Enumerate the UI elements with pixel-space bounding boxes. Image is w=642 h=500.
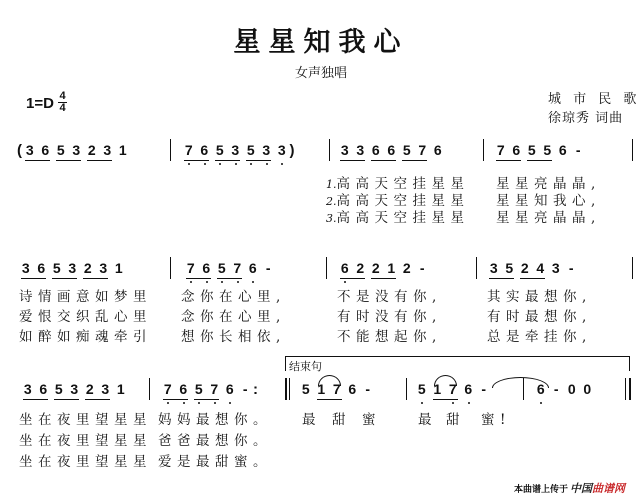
note: 7 <box>230 260 246 276</box>
measure <box>18 260 127 284</box>
site-logo <box>570 480 625 496</box>
measure <box>337 260 430 284</box>
lyric-text: 蜜! <box>481 412 511 428</box>
dash-extension: - <box>481 381 487 397</box>
key-signature: 1=D <box>26 95 54 112</box>
barline <box>523 378 524 400</box>
ending-label: 结束句 <box>289 360 322 373</box>
barline <box>632 257 633 279</box>
measure <box>20 381 129 405</box>
note: 5 <box>527 142 536 158</box>
logo-text: 曲谱网 <box>592 482 625 495</box>
genre-credit: 城 市 民 歌 <box>548 92 641 107</box>
lyric-text: 最 <box>418 412 437 428</box>
repeat-barline <box>289 378 290 400</box>
note-group <box>555 142 571 158</box>
author-credit: 徐琼秀 词曲 <box>548 111 624 126</box>
note-group <box>580 381 596 397</box>
beamed-note-group <box>22 142 53 158</box>
lyric-text: 高高天空挂星星 <box>336 176 470 192</box>
note-group <box>399 260 415 276</box>
note: 1 <box>118 142 127 158</box>
note-group <box>360 381 376 397</box>
measure <box>486 260 579 284</box>
note: 2 <box>87 142 96 158</box>
note: 3 <box>340 142 349 158</box>
note: 3 <box>259 142 275 158</box>
beamed-note-group <box>517 260 548 276</box>
note: 6 <box>461 381 477 397</box>
lyric-text: 诗情画意如梦里 <box>19 289 152 305</box>
measure <box>533 381 595 405</box>
beamed-note-group <box>18 260 49 276</box>
beamed-note-group <box>53 142 84 158</box>
verse-number: 2. <box>326 195 337 208</box>
lyric-verse-3 <box>326 206 470 226</box>
lyric-text: 蜜 <box>362 412 381 428</box>
beamed-note-group <box>368 142 399 158</box>
note: 6 <box>197 142 213 158</box>
lyric-text: 不能想起你, <box>337 329 442 345</box>
note: 3 <box>25 142 34 158</box>
measure <box>493 142 586 166</box>
measure <box>181 142 295 166</box>
note: 7 <box>418 142 427 158</box>
lyric-text: 甜 <box>446 412 465 428</box>
lyric-text: 高高天空挂星星 <box>336 193 470 209</box>
note-group <box>476 381 492 397</box>
note-group <box>113 381 129 397</box>
lyric-text: 星星亮晶晶, <box>496 176 601 192</box>
note: 7 <box>207 381 223 397</box>
final-barline <box>629 378 631 400</box>
dash-extension: - <box>242 381 248 397</box>
note: 6 <box>222 381 238 397</box>
lyric-text: 坐在夜里望星星 <box>19 433 152 449</box>
note: 7 <box>496 142 505 158</box>
note: 5 <box>56 142 65 158</box>
note: 6 <box>39 381 48 397</box>
note: 5 <box>191 381 207 397</box>
beamed-note-group <box>80 260 111 276</box>
barline <box>170 257 171 279</box>
note-group <box>111 260 127 276</box>
note: 3 <box>103 142 112 158</box>
lyric-text: 如醉如痴魂牵引 <box>19 329 152 345</box>
note: 6 <box>176 381 192 397</box>
beamed-note-group <box>181 142 212 158</box>
note-group <box>415 260 431 276</box>
note: 3 <box>101 381 110 397</box>
lyric-text: 总是牵挂你, <box>487 329 592 345</box>
beamed-note-group <box>337 142 368 158</box>
note: 6 <box>512 142 521 158</box>
measure <box>298 381 376 405</box>
time-bottom: 4 <box>59 102 66 114</box>
note: 6 <box>387 142 396 158</box>
note: 2 <box>402 260 411 276</box>
note: 2 <box>83 260 92 276</box>
barline <box>476 257 477 279</box>
barline <box>170 139 171 161</box>
lyric-text: 高高天空挂星星 <box>336 210 470 226</box>
lyric-text: 妈妈最想你。 <box>158 412 272 428</box>
lyric-text: 爱恨交织乱心里 <box>19 309 152 325</box>
beamed-note-group <box>160 381 191 397</box>
time-signature <box>58 91 67 114</box>
repeat-barline <box>285 378 287 400</box>
beamed-note-group <box>49 260 80 276</box>
note-group <box>549 381 565 397</box>
close-paren: ) <box>289 142 295 159</box>
beamed-note-group <box>214 260 245 276</box>
note: 1 <box>433 381 442 397</box>
beamed-note-group <box>82 381 113 397</box>
note: 2 <box>85 381 94 397</box>
note: 3 <box>21 260 30 276</box>
beamed-note-group <box>243 142 274 158</box>
open-paren: ( <box>17 142 22 159</box>
note-group <box>222 381 238 397</box>
beamed-note-group <box>20 381 51 397</box>
measure <box>160 381 258 405</box>
dash-extension: - <box>553 381 559 397</box>
note: 6 <box>348 381 357 397</box>
measure <box>17 142 131 166</box>
note-group <box>430 142 446 158</box>
note: 3 <box>228 142 244 158</box>
rest: 0 <box>583 381 592 397</box>
note: 4 <box>536 260 545 276</box>
note: 7 <box>332 381 341 397</box>
note: 5 <box>54 381 63 397</box>
lyric-text: 坐在夜里望星星 <box>19 412 152 428</box>
beamed-note-group <box>314 381 345 397</box>
note: 6 <box>245 260 261 276</box>
beamed-note-group <box>486 260 517 276</box>
note: 3 <box>274 142 290 158</box>
beamed-note-group <box>524 142 555 158</box>
lyric-text: 有时最想你, <box>487 309 592 325</box>
note-group <box>115 142 131 158</box>
verse-number: 1. <box>326 178 337 191</box>
lyric-text: 念你在心里, <box>181 289 286 305</box>
note: 5 <box>52 260 61 276</box>
note: 6 <box>37 260 46 276</box>
note: 1 <box>116 381 125 397</box>
measure <box>414 381 492 405</box>
measure <box>183 260 276 284</box>
lyric-text: 甜 <box>332 412 351 428</box>
note-group <box>461 381 477 397</box>
note: 5 <box>402 142 411 158</box>
verse-number: 3. <box>326 212 337 225</box>
lyric-text: 坐在夜里望星星 <box>19 454 152 470</box>
note: 6 <box>199 260 215 276</box>
lyric-text: 念你在心里, <box>181 309 286 325</box>
rest: 0 <box>567 381 576 397</box>
note: 2 <box>356 260 365 276</box>
note: 3 <box>68 260 77 276</box>
note-group <box>548 260 564 276</box>
measure <box>337 142 446 166</box>
lyric-text: 爱是最甜蜜。 <box>158 454 272 470</box>
beamed-note-group <box>51 381 82 397</box>
performance-type: 女声独唱 <box>294 66 347 81</box>
note-group <box>261 260 277 276</box>
final-barline <box>625 378 626 400</box>
lyric-text: 想你长相依, <box>181 329 286 345</box>
dash-extension: - <box>419 260 425 276</box>
note: 6 <box>558 142 567 158</box>
beamed-note-group <box>399 142 430 158</box>
note-group <box>414 381 430 397</box>
note: 7 <box>160 381 176 397</box>
note: 6 <box>533 381 549 397</box>
note: 6 <box>41 142 50 158</box>
note: 3 <box>99 260 108 276</box>
note: 6 <box>371 142 380 158</box>
lyric-text: 不是没有你, <box>337 289 442 305</box>
note-group <box>571 142 587 158</box>
note-group <box>345 381 361 397</box>
beamed-note-group <box>368 260 399 276</box>
song-title: 星星知我心 <box>233 27 409 58</box>
ending-bracket <box>285 356 630 371</box>
note: 1 <box>387 260 396 276</box>
note: 5 <box>414 381 430 397</box>
beamed-note-group <box>84 142 115 158</box>
note: 1 <box>317 381 326 397</box>
note-group <box>564 381 580 397</box>
barline <box>632 139 633 161</box>
dash-extension: - <box>365 381 371 397</box>
note-group <box>564 260 580 276</box>
note: 3 <box>356 142 365 158</box>
note: 7 <box>183 260 199 276</box>
note: 2 <box>520 260 529 276</box>
beamed-note-group <box>337 260 368 276</box>
note: 3 <box>551 260 560 276</box>
note: 7 <box>445 381 461 397</box>
beamed-note-group <box>493 142 524 158</box>
note: 5 <box>301 381 310 397</box>
note: 7 <box>181 142 197 158</box>
note-group <box>274 142 290 158</box>
note: 1 <box>114 260 123 276</box>
lyric-text: 最 <box>302 412 321 428</box>
note-group <box>298 381 314 397</box>
note: 5 <box>243 142 259 158</box>
barline <box>149 378 150 400</box>
note-group <box>238 381 254 397</box>
note: 3 <box>72 142 81 158</box>
lyric-text: 有时没有你, <box>337 309 442 325</box>
note: 6 <box>433 142 442 158</box>
dash-extension: - <box>575 142 581 158</box>
upload-credit: 本曲谱上传于 <box>514 485 569 495</box>
lyric-text: 星星亮晶晶, <box>496 210 601 226</box>
barline <box>329 139 330 161</box>
note: 5 <box>214 260 230 276</box>
note: 5 <box>505 260 514 276</box>
note: 3 <box>23 381 32 397</box>
barline <box>406 378 407 400</box>
lyric-text: 其实最想你, <box>487 289 592 305</box>
note: 3 <box>70 381 79 397</box>
beamed-note-group <box>430 381 461 397</box>
note: 3 <box>489 260 498 276</box>
lyric-text: 爸爸最想你。 <box>158 433 272 449</box>
barline <box>326 257 327 279</box>
beamed-note-group <box>183 260 214 276</box>
repeat-sign: : <box>253 381 258 398</box>
note-group <box>533 381 549 397</box>
note: 5 <box>543 142 552 158</box>
barline <box>483 139 484 161</box>
time-top: 4 <box>59 90 66 102</box>
beamed-note-group <box>191 381 222 397</box>
note: 5 <box>212 142 228 158</box>
lyric-text: 星星知我心, <box>496 193 601 209</box>
note: 2 <box>371 260 380 276</box>
dash-extension: - <box>265 260 271 276</box>
note: 6 <box>337 260 353 276</box>
note-group <box>245 260 261 276</box>
beamed-note-group <box>212 142 243 158</box>
logo-text: 中国 <box>570 482 592 495</box>
dash-extension: - <box>568 260 574 276</box>
